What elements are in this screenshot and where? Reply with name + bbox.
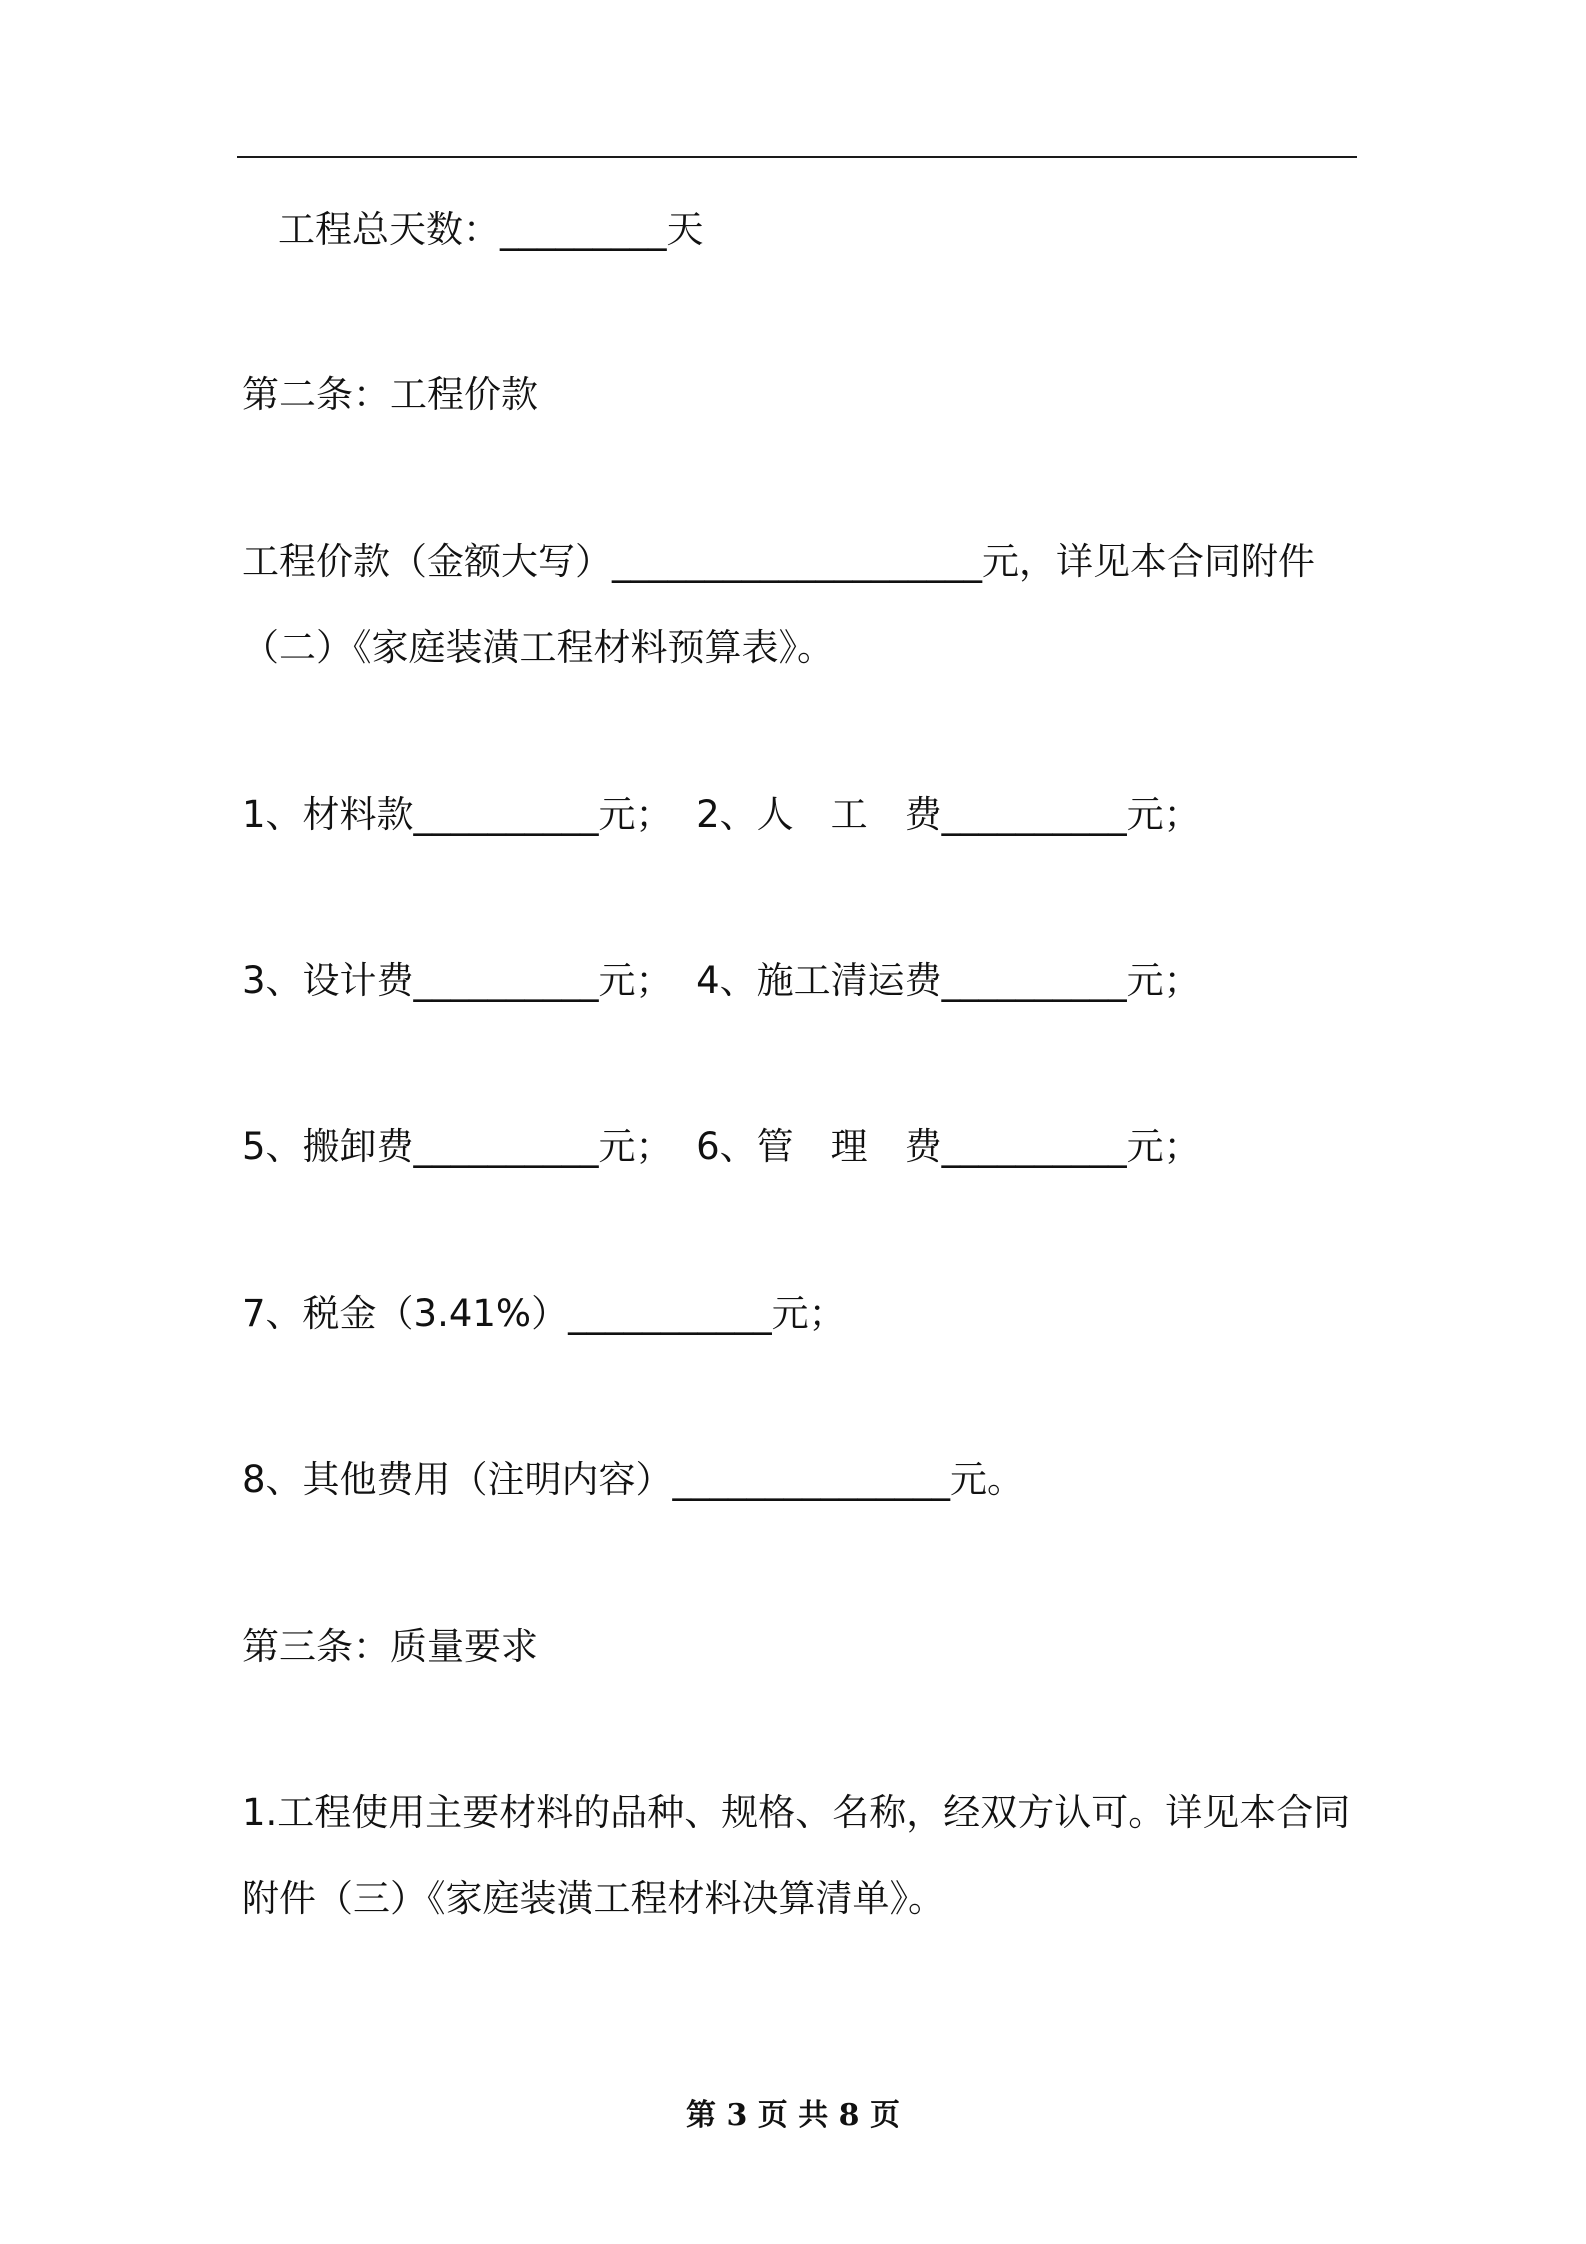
fee-item-8-other: 8、其他费用（注明内容）_______________元。: [242, 1458, 1025, 1501]
fee-items-5-6: 5、搬卸费__________元； 6、管 理 费__________元；: [242, 1125, 1201, 1168]
page-number-footer: 第 3 页 共 8 页: [686, 2098, 900, 2133]
contract-price-line: 工程价款（金额大写）____________________元，详见本合同附件: [242, 540, 1315, 583]
total-days-line: 工程总天数：_________天: [278, 208, 704, 251]
fee-items-1-2: 1、材料款__________元； 2、人 工 费__________元；: [242, 793, 1201, 836]
fee-item-7-tax: 7、税金（3.41%）___________元；: [242, 1292, 846, 1335]
article-2-heading: 第二条：工程价款: [242, 373, 538, 416]
quality-clause-1: 1.工程使用主要材料的品种、规格、名称，经双方认可。详见本合同: [242, 1791, 1351, 1834]
quality-clause-1-cont: 附件（三）《家庭装潢工程材料决算清单》。: [242, 1877, 945, 1920]
article-3-heading: 第三条：质量要求: [242, 1625, 538, 1668]
fee-items-3-4: 3、设计费__________元； 4、施工清运费__________元；: [242, 959, 1201, 1002]
contract-price-line-cont: （二）《家庭装潢工程材料预算表》。: [242, 626, 834, 669]
header-rule: [237, 156, 1357, 158]
